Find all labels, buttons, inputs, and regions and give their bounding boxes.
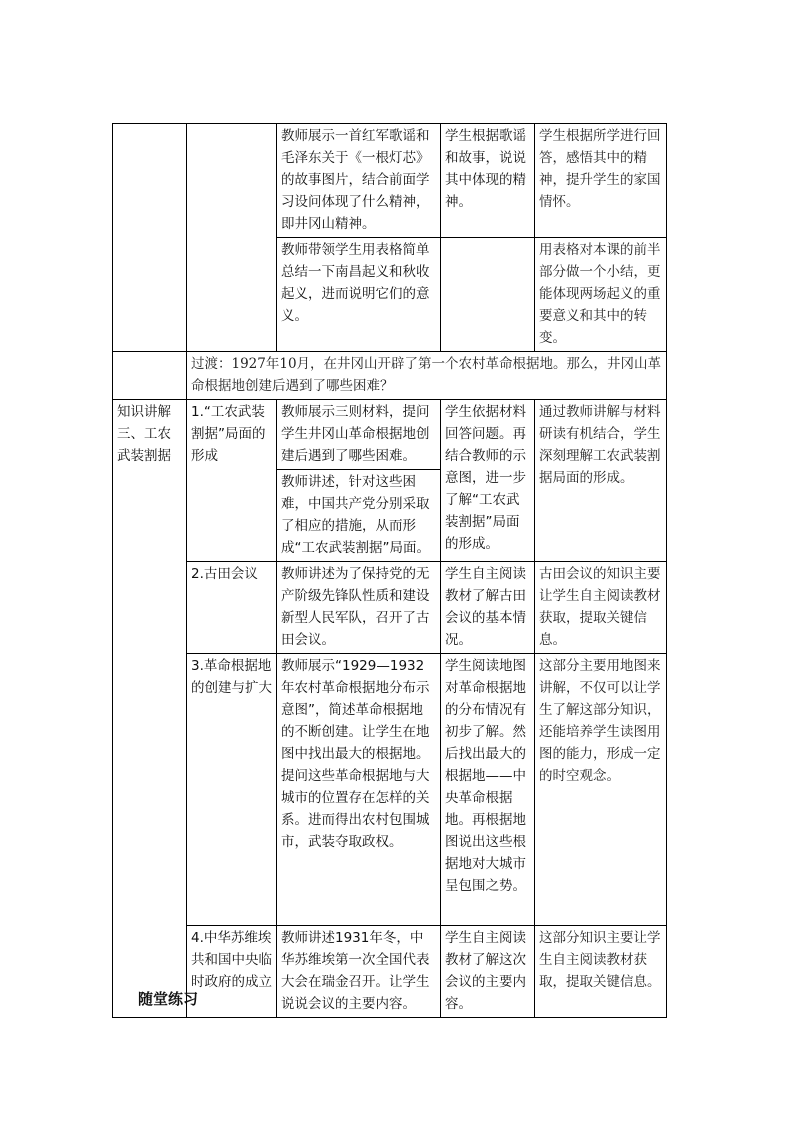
teacher-activity: 教师讲述1931年冬，中华苏维埃第一次全国代表大会在瑞金召开。让学生说说会议的主要内容。 bbox=[277, 926, 441, 1018]
teacher-activity: 教师展示三则材料，提问学生井冈山革命根据地创建后遇到了哪些困难。 bbox=[277, 400, 441, 470]
topic-cell-empty bbox=[113, 124, 187, 352]
teacher-activity: 教师带领学生用表格简单总结一下南昌起义和秋收起义，进而说明它们的意义。 bbox=[277, 238, 441, 352]
design-intent: 通过教师讲解与材料研读有机结合，学生深刻理解工农武装割据局面的形成。 bbox=[535, 400, 667, 562]
design-intent: 古田会议的知识主要让学生自主阅读教材获取，提取关键信息。 bbox=[535, 562, 667, 654]
student-activity: 学生自主阅读教材了解古田会议的基本情况。 bbox=[441, 562, 535, 654]
student-activity: 学生自主阅读教材了解这次会议的主要内容。 bbox=[441, 926, 535, 1018]
student-activity: 学生依据材料回答问题。再结合教师的示意图，进一步了解“工农武装割据”局面的形成。 bbox=[441, 400, 535, 562]
student-activity: 学生根据歌谣和故事，说说其中体现的精神。 bbox=[441, 124, 535, 238]
lesson-plan-table bbox=[112, 123, 667, 1018]
section-heading: 随堂练习 bbox=[138, 990, 199, 1008]
table-row bbox=[113, 562, 667, 654]
student-activity bbox=[441, 238, 535, 352]
table-row bbox=[113, 352, 667, 400]
subtopic-title: 2.古田会议 bbox=[187, 562, 277, 654]
teacher-activity: 教师讲述为了保持党的无产阶级先锋队性质和建设新型人民军队，召开了古田会议。 bbox=[277, 562, 441, 654]
section-topic: 知识讲解三、工农武装割据 bbox=[113, 400, 187, 1018]
teacher-activity: 教师讲述，针对这些困难，中国共产党分别采取了相应的措施，从而形成“工农武装割据”局面。 bbox=[277, 470, 441, 562]
design-intent: 用表格对本课的前半部分做一个小结，更能体现两场起义的重要意义和其中的转变。 bbox=[535, 238, 667, 352]
table-row bbox=[113, 124, 667, 238]
student-activity: 学生阅读地图对革命根据地的分布情况有初步了解。然后找出最大的根据地——中央革命根据地。再根据地图说出这些根据地对大城市呈包围之势。 bbox=[441, 654, 535, 926]
transition-text: 过渡：1927年10月，在井冈山开辟了第一个农村革命根据地。那么，井冈山革命根据地创建后遇到了哪些困难？ bbox=[187, 352, 667, 400]
topic-cell-empty bbox=[113, 352, 187, 400]
table-row bbox=[113, 654, 667, 926]
design-intent: 学生根据所学进行回答，感悟其中的精神，提升学生的家国情怀。 bbox=[535, 124, 667, 238]
teacher-activity: 教师展示一首红军歌谣和毛泽东关于《一根灯芯》的故事图片，结合前面学习设问体现了什么精神，即井冈山精神。 bbox=[277, 124, 441, 238]
subtopic-title: 1.“工农武装割据”局面的形成 bbox=[187, 400, 277, 562]
subtopic-title: 4.中华苏维埃共和国中央临时政府的成立 bbox=[187, 926, 277, 1018]
design-intent: 这部分主要用地图来讲解，不仅可以让学生了解这部分知识，还能培养学生读图用图的能力，形成一定的时空观念。 bbox=[535, 654, 667, 926]
teacher-activity: 教师展示“1929—1932年农村革命根据地分布示意图”，简述革命根据地的不断创建。让学生在地图中找出最大的根据地。提问这些革命根据地与大城市的位置存在怎样的关系。进而得出农村包围城市，武装夺取政权。 bbox=[277, 654, 441, 926]
table-row bbox=[113, 400, 667, 470]
subtopic-title: 3.革命根据地的创建与扩大 bbox=[187, 654, 277, 926]
subtopic-cell-empty bbox=[187, 124, 277, 352]
design-intent: 这部分知识主要让学生自主阅读教材获取，提取关键信息。 bbox=[535, 926, 667, 1018]
